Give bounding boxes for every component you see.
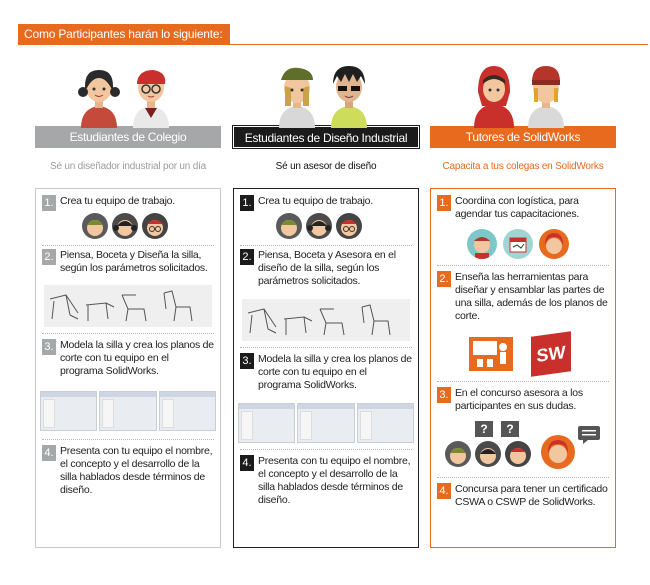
step-number: 1. <box>240 195 254 211</box>
student-boy-avatar-icon <box>127 62 175 128</box>
column-subtitle: Sé un asesor de diseño <box>275 161 377 172</box>
step-text: Crea tu equipo de trabajo. <box>60 195 175 207</box>
divider <box>240 245 412 246</box>
chair-sketches-image <box>242 299 410 341</box>
avatars-tutores <box>430 58 616 126</box>
tutor-avatar-icon <box>539 229 569 259</box>
software-screenshot-image <box>357 403 414 443</box>
column-tutores <box>430 58 616 548</box>
design-student-cap-avatar-icon <box>273 62 321 128</box>
student-girl-avatar-icon <box>75 62 123 128</box>
step-number: 2. <box>437 271 451 287</box>
tutor-beanie-avatar-icon <box>522 62 570 128</box>
step-text: Modela la silla y crea los planos de corte con tu equipo en el programa SolidWorks. <box>258 353 412 391</box>
coordination-icons <box>467 229 569 259</box>
section-banner: Como Participantes harán lo siguiente: <box>18 24 230 44</box>
step-text: Piensa, Boceta y Asesora en el diseño de la silla, según los parámetros solicitados. <box>258 249 396 287</box>
step-1 <box>437 195 609 221</box>
step-number: 1. <box>42 195 56 211</box>
team-member-icon <box>276 213 302 239</box>
software-screenshot-image <box>99 391 156 431</box>
step-number: 2. <box>42 249 56 265</box>
solidworks-screenshots <box>238 403 414 443</box>
column-estudiantes-diseno <box>233 58 419 548</box>
step-number: 2. <box>240 249 254 265</box>
calendar-schedule-icon <box>503 229 533 259</box>
step-text: Piensa, Boceta y Diseña la silla, según los parámetros solicitados. <box>60 249 208 274</box>
team-member-icon <box>445 441 471 467</box>
step-text: Enseña las herramientas para diseñar y ensamblar las partes de una silla, además de los planos de corte. <box>455 271 608 322</box>
step-text: En el concurso asesora a los participantes en sus dudas. <box>455 387 583 412</box>
team-avatars <box>276 213 362 239</box>
step-number: 4. <box>42 445 56 461</box>
step-number: 3. <box>240 353 254 369</box>
step-text: Crea tu equipo de trabajo. <box>258 195 373 207</box>
step-2 <box>240 249 412 288</box>
team-member-icon <box>82 213 108 239</box>
step-text: Concursa para tener un certificado CSWA o CSWP de SolidWorks. <box>455 483 608 508</box>
column-title: Estudiantes de Diseño Industrial <box>233 126 419 148</box>
step-4 <box>437 483 609 509</box>
column-subtitle: Sé un diseñador industrial por un día <box>49 161 207 172</box>
step-number: 4. <box>437 483 451 499</box>
team-member-icon <box>306 213 332 239</box>
steps-panel <box>233 188 419 548</box>
software-screenshot-image <box>40 391 97 431</box>
step-3 <box>240 353 412 392</box>
divider <box>437 265 609 266</box>
team-member-icon <box>475 441 501 467</box>
step-number: 3. <box>42 339 56 355</box>
step-number: 4. <box>240 455 254 471</box>
divider <box>437 477 609 478</box>
software-screenshot-image <box>297 403 354 443</box>
step-2 <box>437 271 609 323</box>
step-text: Presenta con tu equipo el nombre, el concepto y el desarrollo de la silla hablados desde términos de diseño. <box>258 455 411 506</box>
steps-panel <box>430 188 616 548</box>
design-student-sunglasses-avatar-icon <box>325 62 373 128</box>
presentation-board-icon <box>469 337 513 371</box>
chair-sketches-image <box>44 285 212 327</box>
tutor-avatar-icon <box>541 435 575 469</box>
participants-avatars <box>445 441 531 467</box>
divider <box>437 381 609 382</box>
divider <box>240 347 412 348</box>
tutor-hoodie-avatar-icon <box>470 62 518 128</box>
avatars-diseno <box>233 58 419 126</box>
steps-panel <box>35 188 221 548</box>
step-1 <box>42 195 214 211</box>
column-estudiantes-colegio <box>35 58 221 548</box>
team-member-icon <box>336 213 362 239</box>
column-subtitle: Capacita a tus colegas en SolidWorks <box>442 161 604 172</box>
logistics-person-icon <box>467 229 497 259</box>
avatars-colegio <box>35 58 221 126</box>
solidworks-screenshots <box>40 391 216 431</box>
step-1 <box>240 195 412 211</box>
team-member-icon <box>112 213 138 239</box>
team-avatars <box>82 213 168 239</box>
question-bubble-icon: ? <box>475 421 493 437</box>
step-number: 3. <box>437 387 451 403</box>
chat-bubble-icon <box>577 425 601 445</box>
divider <box>42 245 214 246</box>
step-number: 1. <box>437 195 451 211</box>
step-4 <box>240 455 412 507</box>
column-title: Tutores de SolidWorks <box>430 126 616 148</box>
step-text: Coordina con logística, para agendar tus capacitaciones. <box>455 195 580 220</box>
step-4 <box>42 445 214 497</box>
column-title: Estudiantes de Colegio <box>35 126 221 148</box>
software-screenshot-image <box>159 391 216 431</box>
divider <box>42 333 214 334</box>
team-member-icon <box>142 213 168 239</box>
step-3 <box>437 387 609 413</box>
team-member-icon <box>505 441 531 467</box>
step-2 <box>42 249 214 275</box>
solidworks-logo-icon: SW <box>531 331 571 377</box>
step-3 <box>42 339 214 378</box>
question-bubble-icon: ? <box>501 421 519 437</box>
step-text: Modela la silla y crea los planos de corte con tu equipo en el programa SolidWorks. <box>60 339 214 377</box>
step-text: Presenta con tu equipo el nombre, el concepto y el desarrollo de la silla hablados desde términos de diseño. <box>60 445 213 496</box>
divider <box>240 449 412 450</box>
software-screenshot-image <box>238 403 295 443</box>
banner-divider <box>18 44 648 45</box>
divider <box>42 439 214 440</box>
